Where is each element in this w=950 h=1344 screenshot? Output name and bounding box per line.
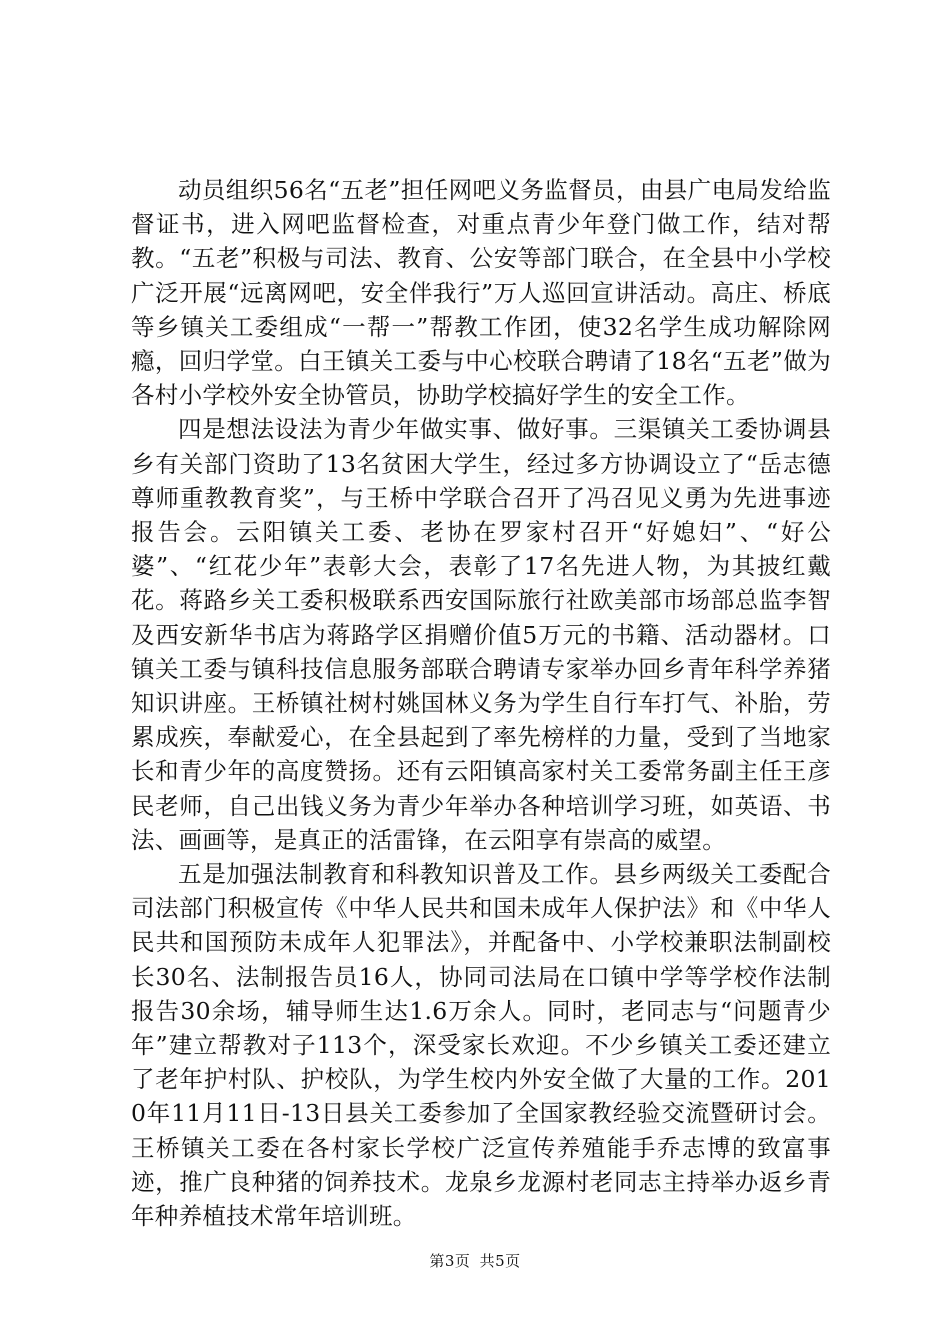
paragraph-2: 四是想法设法为青少年做实事、做好事。三渠镇关工委协调县乡有关部门资助了13名贫困大学生，经过多方协调设立了“岳志德尊师重教教育奖”，与王桥中学联合召开了冯召见义勇为先进事迹报告会。云阳镇关工委、老协在罗家村召开“好媳妇”、“好公婆”、“红花少年”表彰大会，表彰了17名先进人物，为其披红戴花。蒋路乡关工委积极联系西安国际旅行社欧美部市场部总监李智及西安新华书店为蒋路学区捐赠价值5万元的书籍、活动器材。口镇关工委与镇科技信息服务部联合聘请专家举办回乡青年科学养猪知识讲座。王桥镇社树村姚国林义务为学生自行车打气、补胎，劳累成疾，奉献爱心，在全县起到了率先榜样的力量，受到了当地家长和青少年的高度赞扬。还有云阳镇高家村关工委常务副主任王彦民老师，自己出钱义务为青少年举办各种培训学习班，如英语、书法、画画等，是真正的活雷锋，在云阳享有崇高的威望。 [131,415,831,854]
document-body [131,173,831,1233]
page-number: 第3页 [429,1252,471,1270]
page-total: 共5页 [479,1252,521,1270]
page-footer [0,1250,950,1271]
paragraph-3: 五是加强法制教育和科教知识普及工作。县乡两级关工委配合司法部门积极宣传《中华人民共和国未成年人保护法》和《中华人民共和国预防未成年人犯罪法》，并配备中、小学校兼职法制副校长30名、法制报告员16人，协同司法局在口镇中学等学校作法制报告30余场，辅导师生达1.6万余人。同时，老同志与“问题青少年”建立帮教对子113个，深受家长欢迎。不少乡镇关工委还建立了老年护村队、护校队，为学生校内外安全做了大量的工作。2010年11月11日-13日县关工委参加了全国家教经验交流暨研讨会。王桥镇关工委在各村家长学校广泛宣传养殖能手乔志博的致富事迹，推广良种猪的饲养技术。龙泉乡龙源村老同志主持举办返乡青年种养植技术常年培训班。 [131,860,831,1231]
paragraph-1: 动员组织56名“五老”担任网吧义务监督员，由县广电局发给监督证书，进入网吧监督检查，对重点青少年登门做工作，结对帮教。“五老”积极与司法、教育、公安等部门联合，在全县中小学校广泛开展“远离网吧，安全伴我行”万人巡回宣讲活动。高庄、桥底等乡镇关工委组成“一帮一”帮教工作团，使32名学生成功解除网瘾，回归学堂。白王镇关工委与中心校联合聘请了18名“五老”做为各村小学校外安全协管员，协助学校搞好学生的安全工作。 [131,176,831,410]
